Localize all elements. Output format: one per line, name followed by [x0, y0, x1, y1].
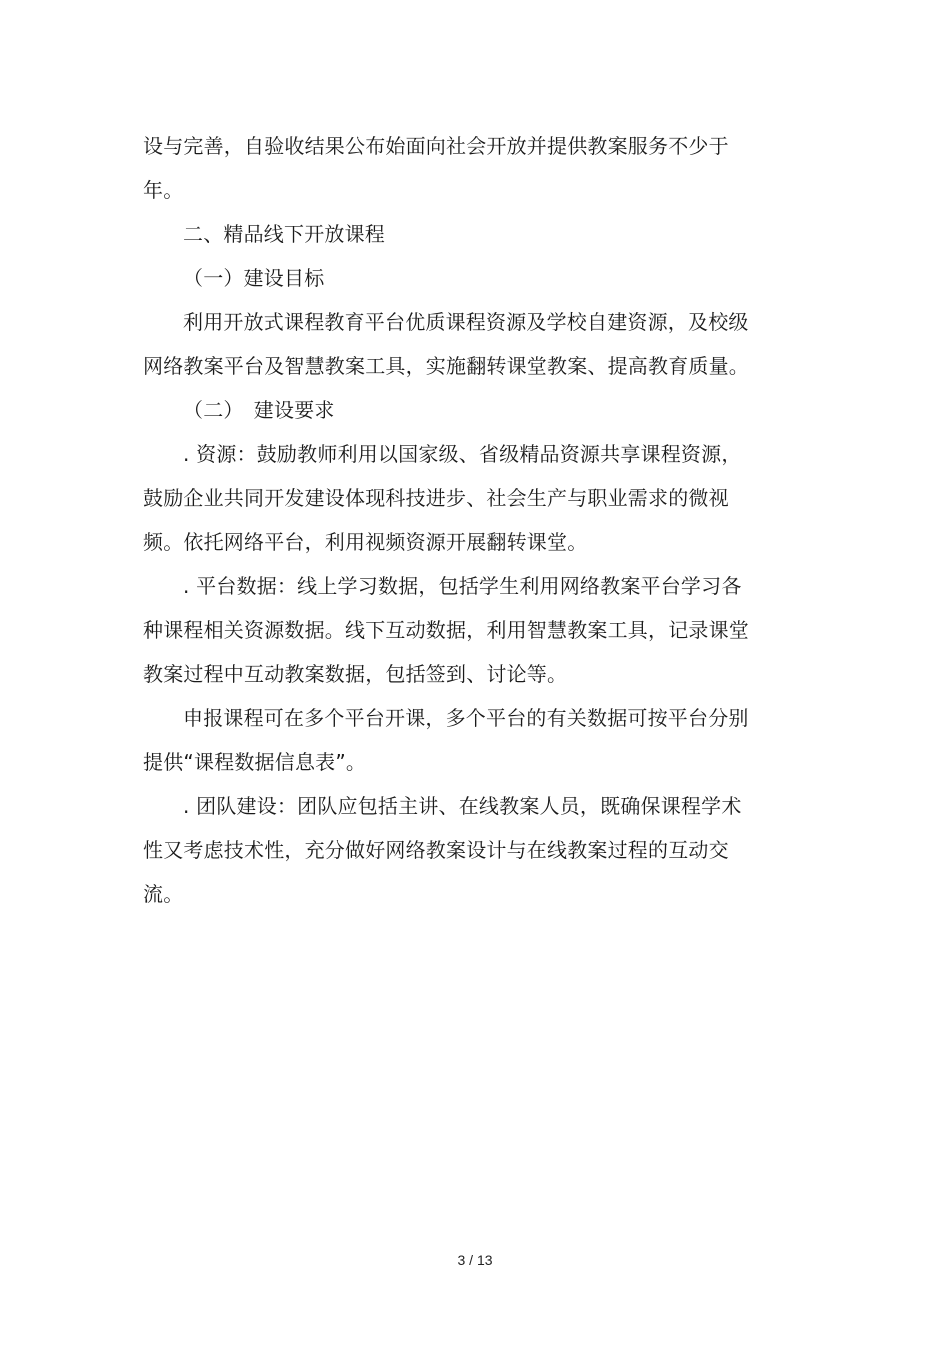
body-text	[143, 124, 783, 916]
text-line: 频。依托网络平台，利用视频资源开展翻转课堂。	[143, 530, 588, 554]
text-line: 种课程相关资源数据。线下互动数据，利用智慧教案工具，记录课堂	[143, 618, 749, 642]
text-line: . 资源：鼓励教师利用以国家级、省级精品资源共享课程资源，	[183, 442, 742, 466]
text-line: . 团队建设：团队应包括主讲、在线教案人员，既确保课程学术	[183, 794, 742, 818]
text-line: 鼓励企业共同开发建设体现科技进步、社会生产与职业需求的微视	[143, 486, 729, 510]
subsection-heading: （二） 建设要求	[183, 398, 335, 422]
text-line: 利用开放式课程教育平台优质课程资源及学校自建资源，及校级	[183, 310, 749, 334]
text-line: . 平台数据：线上学习数据，包括学生利用网络教案平台学习各	[183, 574, 742, 598]
text-line: 性又考虑技术性，充分做好网络教案设计与在线教案过程的互动交	[143, 838, 729, 862]
text-line: 提供“课程数据信息表”。	[143, 750, 367, 774]
subsection-heading: （一）建设目标	[183, 266, 325, 290]
text-line: 申报课程可在多个平台开课，多个平台的有关数据可按平台分别	[183, 706, 749, 730]
text-line: 教案过程中互动教案数据，包括签到、讨论等。	[143, 662, 568, 686]
text-line: 流。	[143, 882, 184, 906]
text-line: 网络教案平台及智慧教案工具，实施翻转课堂教案、提高教育质量。	[143, 354, 749, 378]
page-number: 3 / 13	[457, 1252, 493, 1268]
section-heading: 二、精品线下开放课程	[183, 222, 385, 246]
text-line: 年。	[143, 178, 184, 202]
text-line: 设与完善，自验收结果公布始面向社会开放并提供教案服务不少于	[143, 134, 729, 158]
